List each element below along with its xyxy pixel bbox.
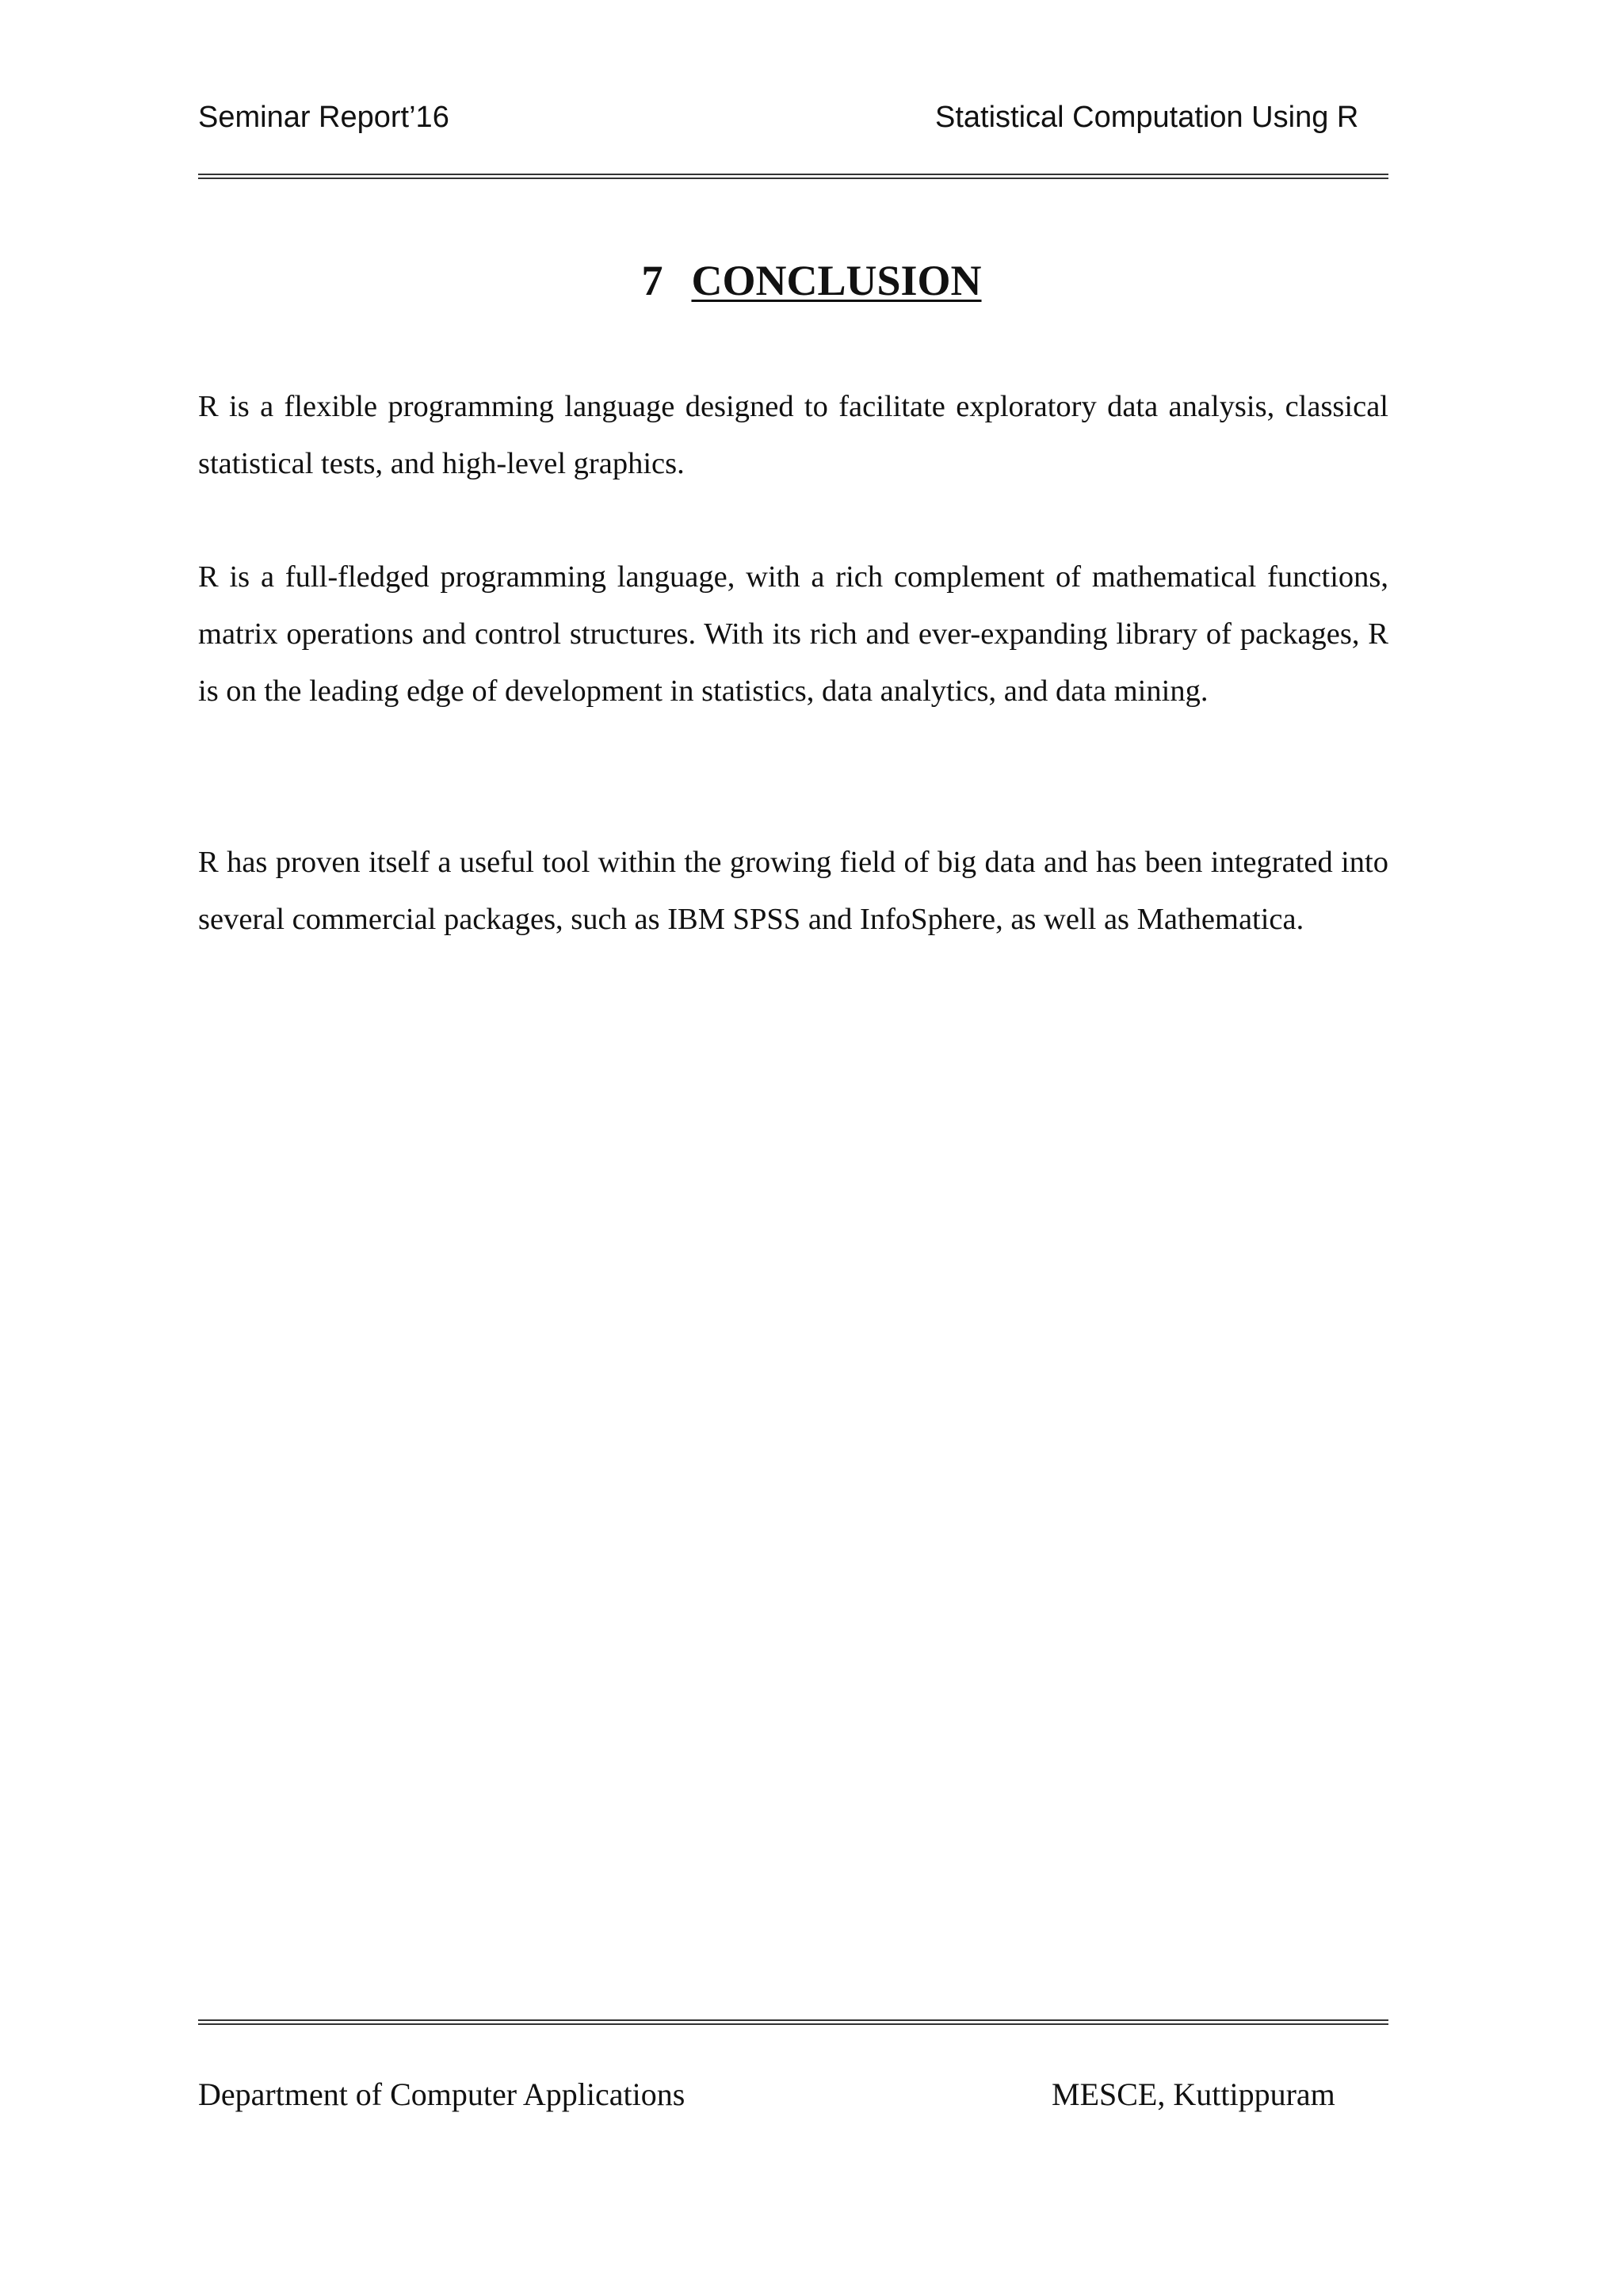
section-title: CONCLUSION [691,257,982,304]
footer-divider [198,2019,1388,2025]
section-number: 7 [641,257,663,304]
header-report-title: Seminar Report’16 [198,101,449,134]
paragraph-3: R has proven itself a useful tool within the growing field of big data and has been integrated into several commercial packages, such as IBM SPSS and InfoSphere, as well as Mathematica. [198,846,1388,936]
header-topic-title: Statistical Computation Using R [935,101,1359,134]
footer-institution: MESCE, Kuttippuram [1052,2076,1335,2112]
paragraph-2: R is a full-fledged programming language, with a rich complement of mathematical functions, matrix operations and control structures. With its rich and ever-expanding library of packages, R is on the leading edge of development in statistics, data analytics, and data mining. [198,560,1388,708]
header-divider [198,174,1388,179]
footer-department: Department of Computer Applications [198,2076,685,2112]
section-heading [0,249,1623,312]
paragraph-1: R is a flexible programming language designed to facilitate exploratory data analysis, classical statistical tests, and high-level graphics. [198,390,1388,480]
